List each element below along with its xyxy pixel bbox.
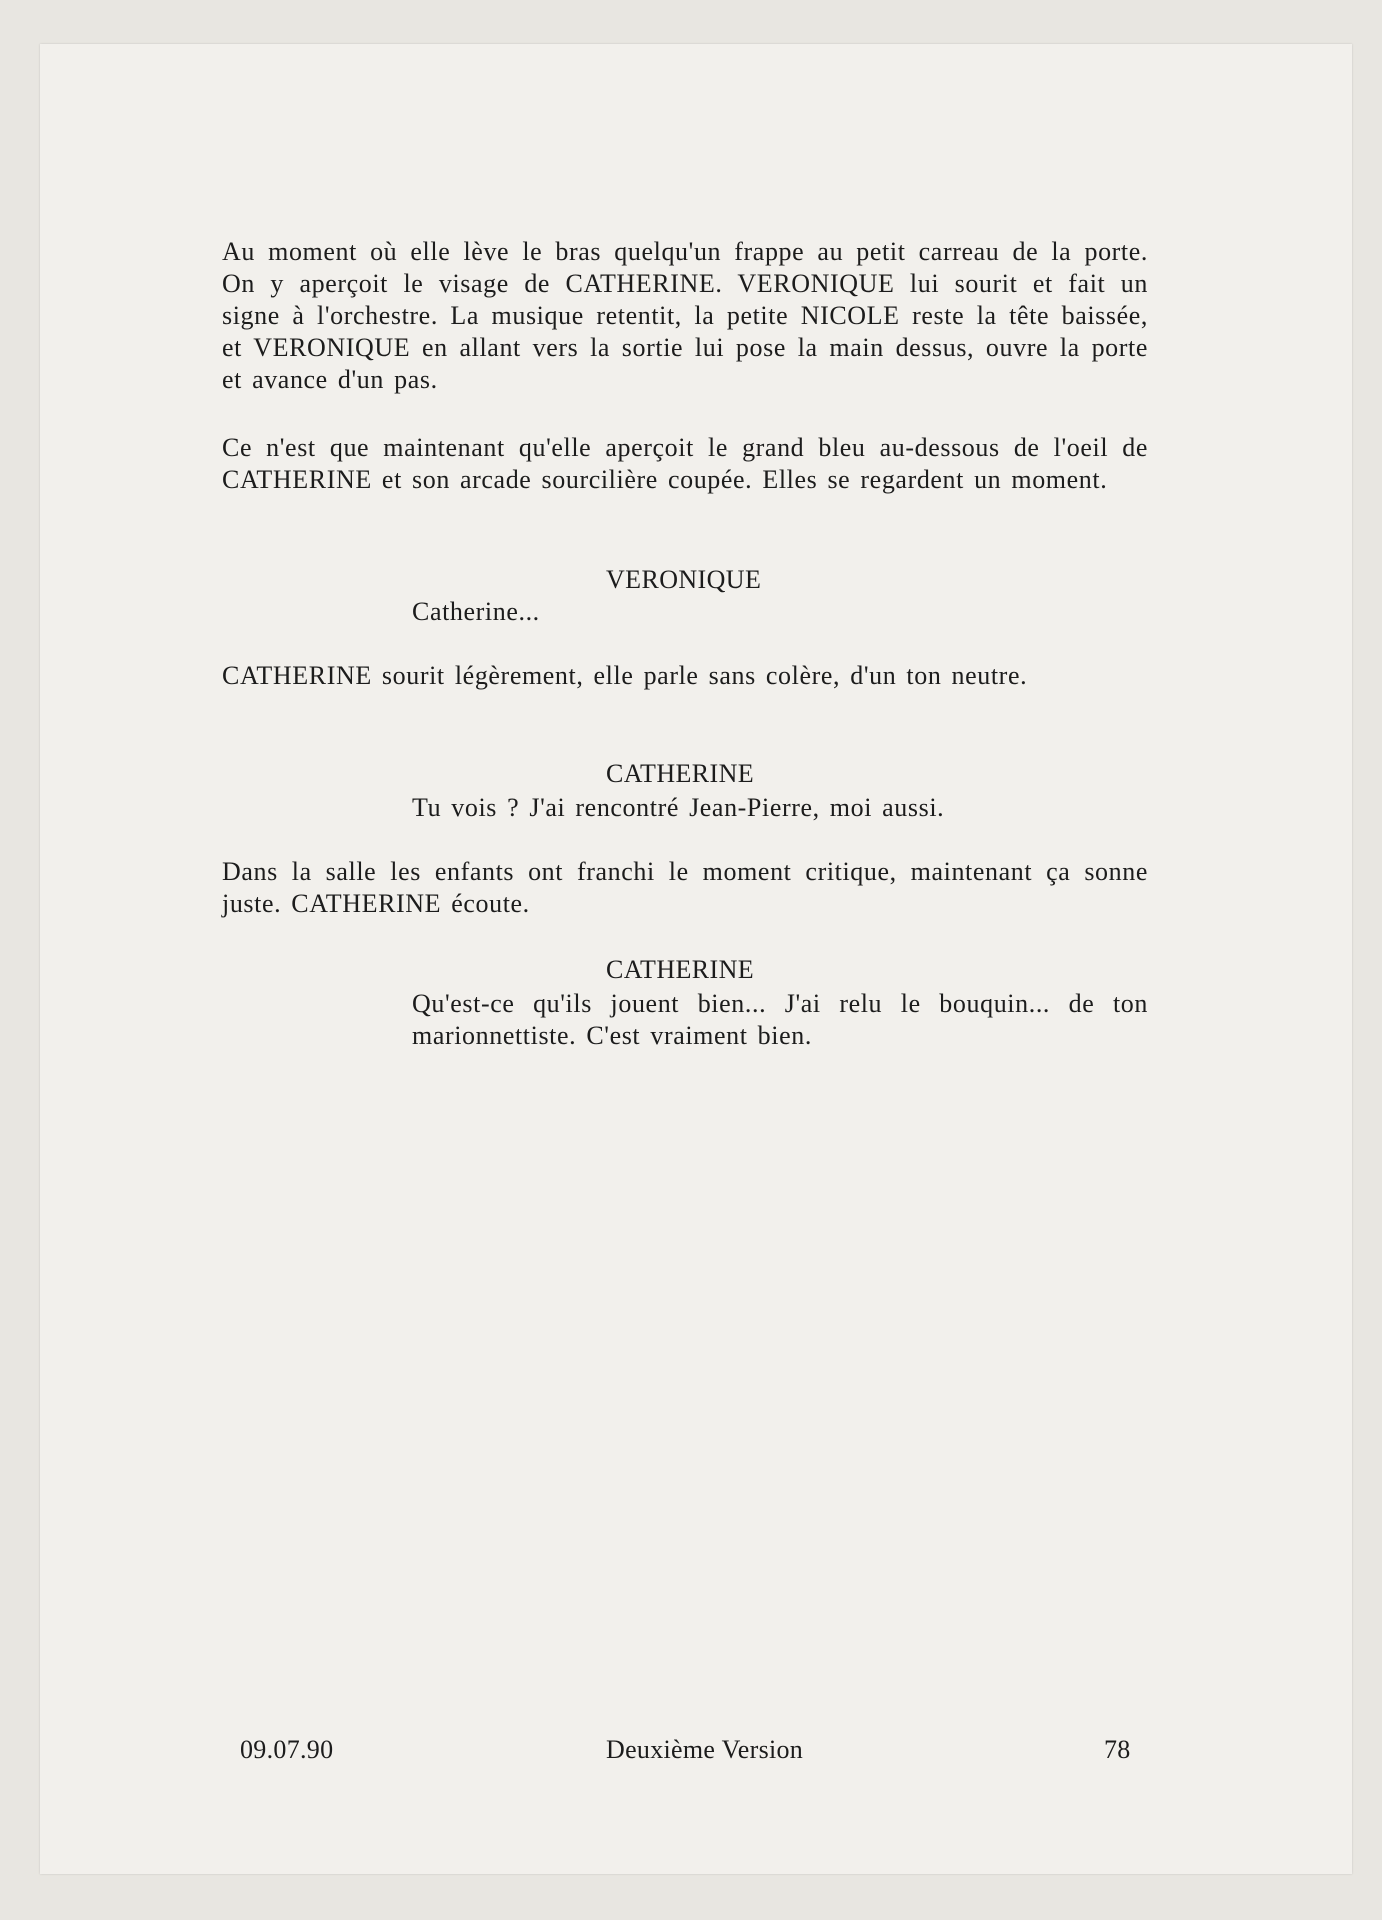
action-paragraph-1: Au moment où elle lève le bras quelqu'un frappe au petit carreau de la porte. On y aperçoit le visage de CATHERINE. VERONIQUE lui sourit et fait un signe à l'orchestre. La musique retentit, la petite NICOLE reste la tête baissée, et VERONIQUE en allant vers la sortie lui pose la main dessus, ouvre la porte et avance d'un pas. xyxy=(222,237,1148,394)
character-cue-catherine-1: CATHERINE xyxy=(606,759,755,788)
dialogue-line-3: Qu'est-ce qu'ils jouent bien... J'ai relu le bouquin... de ton marionnettiste. C'est vraiment bien. xyxy=(412,989,1148,1050)
footer-page-number: 78 xyxy=(1104,1735,1131,1764)
character-cue-veronique: VERONIQUE xyxy=(606,565,762,594)
character-cue-catherine-2: CATHERINE xyxy=(606,955,755,984)
action-paragraph-3: CATHERINE sourit légèrement, elle parle sans colère, d'un ton neutre. xyxy=(222,661,1028,690)
footer-date: 09.07.90 xyxy=(240,1735,334,1764)
action-paragraph-4: Dans la salle les enfants ont franchi le moment critique, maintenant ça sonne juste. CATHERINE écoute. xyxy=(222,857,1148,918)
dialogue-line-1: Catherine... xyxy=(412,597,540,626)
dialogue-line-2: Tu vois ? J'ai rencontré Jean-Pierre, moi aussi. xyxy=(412,793,945,822)
footer-version: Deuxième Version xyxy=(606,1735,804,1764)
action-paragraph-2: Ce n'est que maintenant qu'elle aperçoit le grand bleu au-dessous de l'oeil de CATHERINE et son arcade sourcilière coupée. Elles se regardent un moment. xyxy=(222,433,1148,494)
